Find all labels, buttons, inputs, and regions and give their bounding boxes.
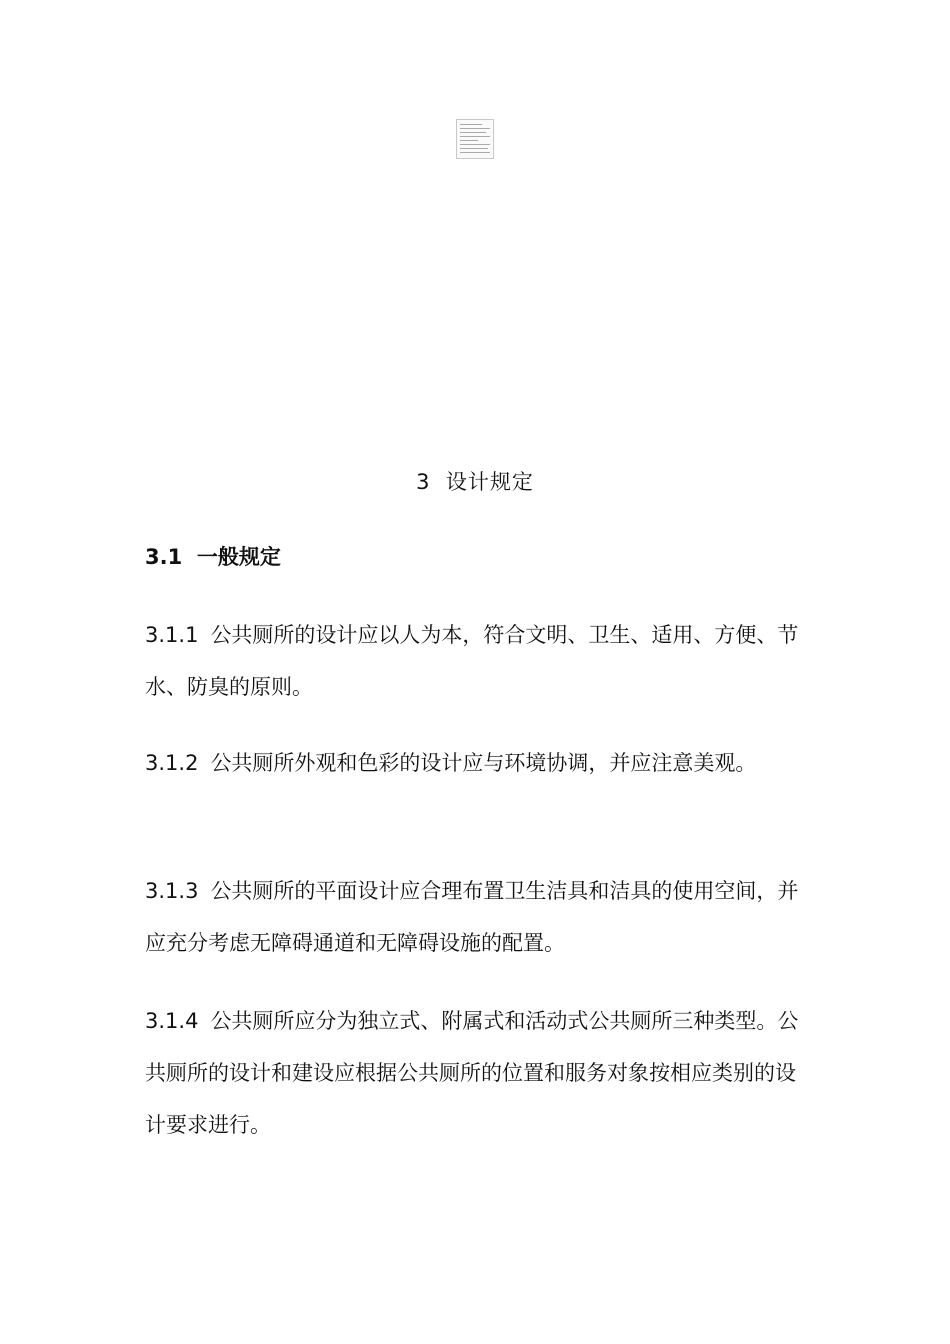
chapter-title: 设计规定 [445, 470, 534, 494]
clause-text: 公共厕所应分为独立式、附属式和活动式公共厕所三种类型。公共厕所的设计和建设应根据公共厕所的位置和服务对象按相应类别的设计要求进行。 [145, 1009, 799, 1137]
clause-number: 3.1.2 [145, 751, 199, 775]
section-heading [145, 540, 281, 574]
clause-number: 3.1.3 [145, 879, 199, 903]
clause-number: 3.1.1 [145, 623, 199, 647]
clause-number: 3.1.4 [145, 1009, 199, 1033]
section-title: 一般规定 [196, 545, 281, 569]
clause-3-1-3 [145, 865, 810, 969]
clause-3-1-2 [145, 737, 810, 789]
document-thumbnail-image [456, 119, 494, 159]
clause-text: 公共厕所外观和色彩的设计应与环境协调，并应注意美观。 [210, 751, 757, 775]
clause-3-1-4 [145, 995, 810, 1151]
clause-3-1-1 [145, 609, 810, 713]
chapter-heading [0, 466, 950, 498]
section-number: 3.1 [145, 545, 183, 569]
clause-text: 公共厕所的设计应以人为本，符合文明、卫生、适用、方便、节水、防臭的原则。 [145, 623, 799, 699]
clause-text: 公共厕所的平面设计应合理布置卫生洁具和洁具的使用空间，并应充分考虑无障碍通道和无障碍设施的配置。 [145, 879, 799, 955]
chapter-number: 3 [416, 470, 431, 494]
